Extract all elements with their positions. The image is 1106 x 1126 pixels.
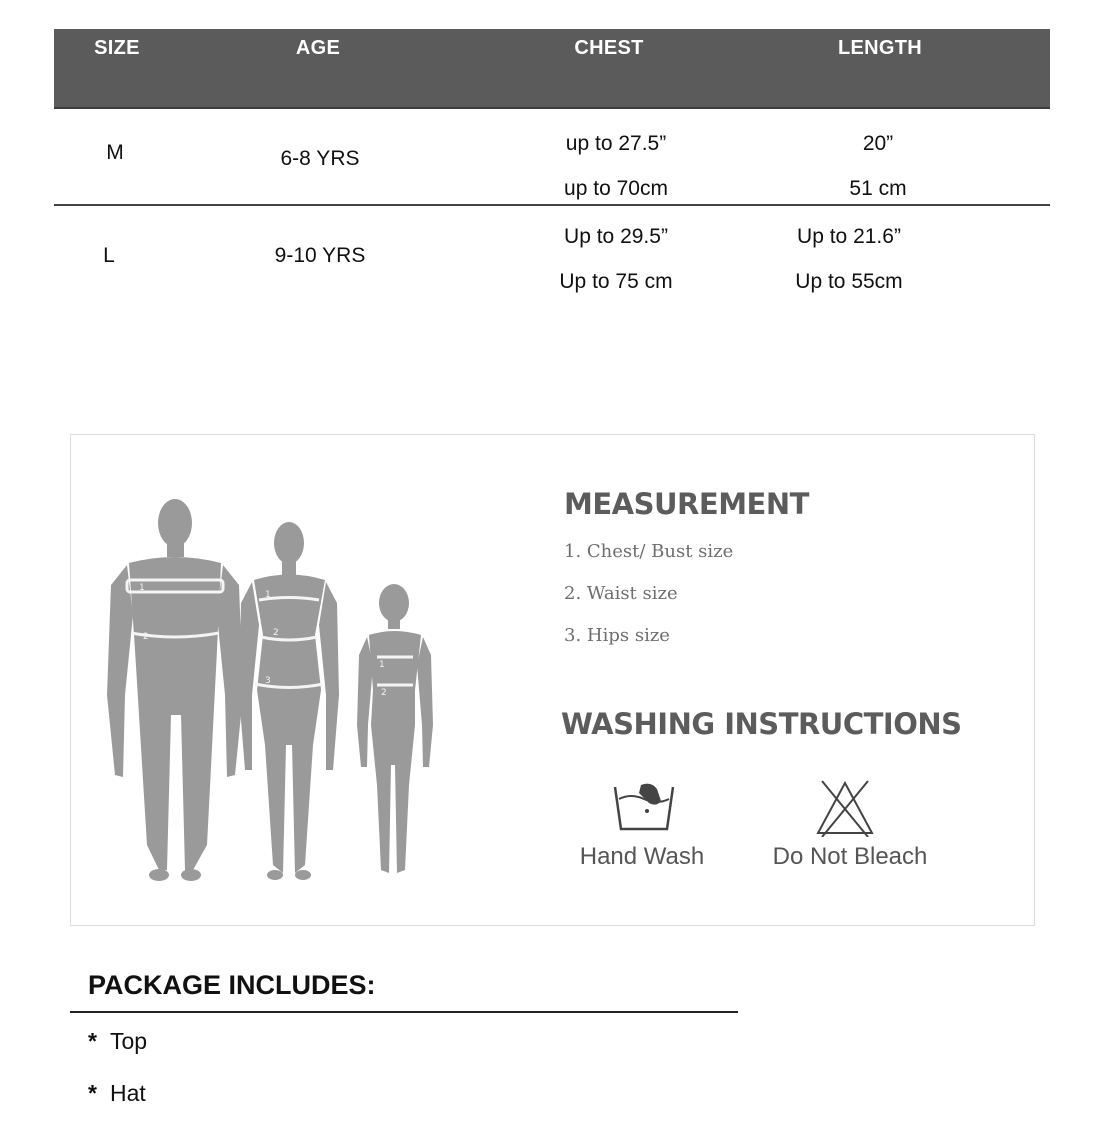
measurement-item-waist: 2. Waist size <box>564 583 678 604</box>
row-l-age: 9-10 YRS <box>274 244 366 267</box>
package-divider <box>70 1011 738 1013</box>
svg-text:2: 2 <box>143 632 149 642</box>
bullet: * <box>88 1028 97 1054</box>
header-length: LENGTH <box>837 37 923 59</box>
do-not-bleach-icon <box>814 779 876 837</box>
table-header <box>54 29 1050 109</box>
package-includes-title: PACKAGE INCLUDES: <box>88 970 376 1000</box>
measurement-item-chest: 1. Chest/ Bust size <box>564 541 734 562</box>
svg-text:2: 2 <box>381 688 387 698</box>
package-item-hat <box>88 1080 146 1107</box>
svg-text:1: 1 <box>139 583 145 593</box>
row-m-length-cm: 51 cm <box>849 177 907 200</box>
row-m-age: 6-8 YRS <box>280 147 360 170</box>
do-not-bleach-label: Do Not Bleach <box>772 843 928 870</box>
size-chart-table <box>54 29 1050 309</box>
row-m-length-in: 20” <box>862 132 894 155</box>
package-item-label: Top <box>110 1028 148 1054</box>
hand-wash-icon <box>611 779 677 833</box>
row-m-size: M <box>106 141 124 164</box>
bullet: * <box>88 1080 97 1106</box>
svg-text:2: 2 <box>273 628 279 638</box>
measurement-care-panel <box>70 434 1035 926</box>
measurement-item-hips: 3. Hips size <box>564 625 670 646</box>
row-l-chest-in: Up to 29.5” <box>564 225 668 248</box>
package-item-label: Hat <box>110 1080 146 1106</box>
svg-text:1: 1 <box>379 660 385 670</box>
row-m-chest-in: up to 27.5” <box>565 132 667 155</box>
row-l-chest-cm: Up to 75 cm <box>559 270 673 293</box>
svg-text:3: 3 <box>265 676 271 686</box>
row-l-length-cm: Up to 55cm <box>795 270 903 293</box>
row-m-chest-cm: up to 70cm <box>564 177 668 200</box>
row-l-length-in: Up to 21.6” <box>797 225 901 248</box>
washing-instructions-title: WASHING INSTRUCTIONS <box>561 707 962 741</box>
hand-wash-label: Hand Wash <box>579 843 705 870</box>
row-l-size: L <box>103 244 115 267</box>
row-divider <box>54 204 1050 206</box>
header-age: AGE <box>295 37 341 59</box>
body-measurement-figures-icon <box>89 485 461 890</box>
package-item-top <box>88 1028 147 1055</box>
header-chest: CHEST <box>574 37 644 59</box>
measurement-title: MEASUREMENT <box>564 487 809 521</box>
header-size: SIZE <box>94 37 140 59</box>
svg-text:1: 1 <box>265 590 271 600</box>
